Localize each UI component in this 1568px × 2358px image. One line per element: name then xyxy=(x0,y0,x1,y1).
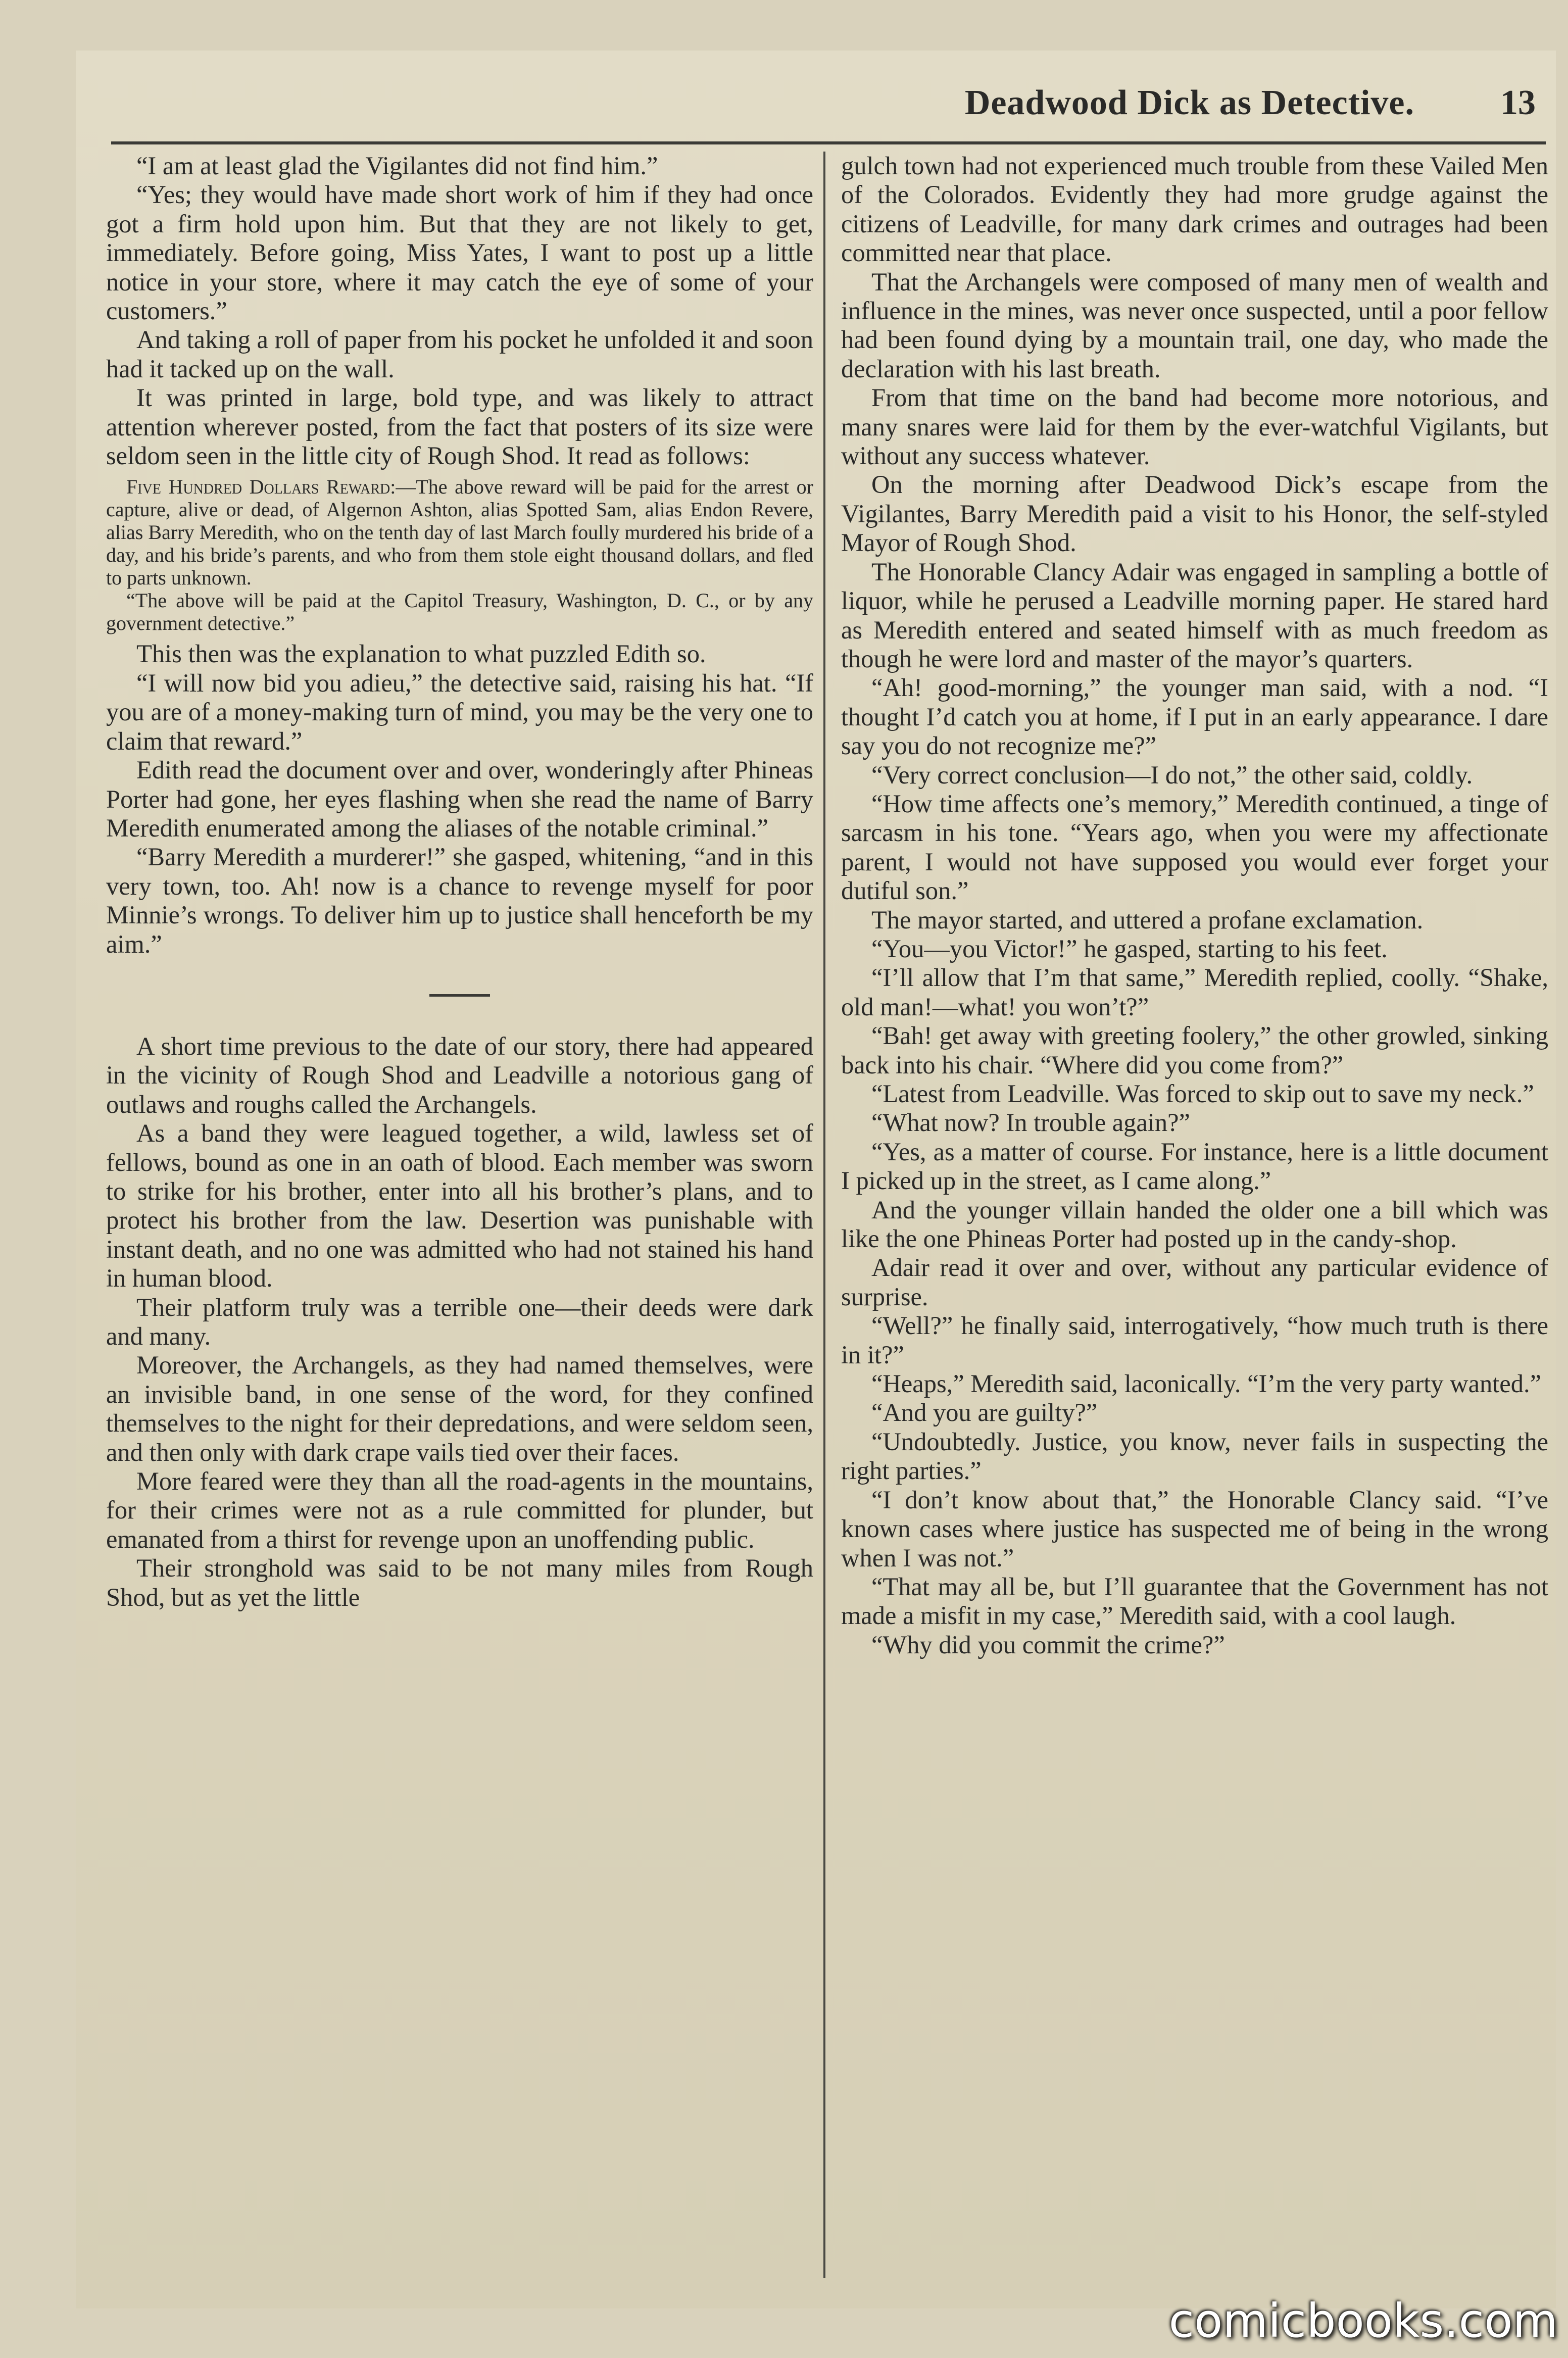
paragraph: “That may all be, but I’ll guarantee that the Government has not made a misfit in my case,” Meredith said, with a cool laugh. xyxy=(841,1572,1548,1630)
paragraph: Edith read the document over and over, wonderingly after Phineas Porter had gone, her eyes flashing when she read the name of Barry Meredith enumerated among the aliases of the notable criminal.” xyxy=(106,756,813,842)
site-watermark: comicbooks.com xyxy=(1168,2294,1558,2348)
paragraph: Moreover, the Archangels, as they had named themselves, were an invisible band, in one sense of the word, for they confined themselves to the night for their depredations, and were seldom seen, and then only with dark crape vails tied over their faces. xyxy=(106,1351,813,1466)
paragraph: “Undoubtedly. Justice, you know, never fails in suspecting the right parties.” xyxy=(841,1427,1548,1485)
paragraph: “I am at least glad the Vigilantes did not find him.” xyxy=(136,152,658,180)
paragraph: “You—you Victor!” he gasped, starting to his feet. xyxy=(871,934,1388,963)
paragraph: “Yes; they would have made short work of him if they had once got a firm hold upon him. But that they are not likely to get, immediately. Before going, Miss Yates, I want to post up a little notice in your store, where it may catch the eye of some of your customers.” xyxy=(106,180,813,325)
paragraph: “Very correct conclusion—I do not,” the other said, coldly. xyxy=(871,760,1473,789)
paragraph: “Yes, as a matter of course. For instance, here is a little document I picked up in the street, as I came along.” xyxy=(841,1137,1548,1195)
paragraph: It was printed in large, bold type, and was likely to attract attention wherever posted, from the fact that posters of its size were seldom seen in the little city of Rough Shod. It read as follows: xyxy=(106,383,813,470)
paragraph: “Bah! get away with greeting foolery,” the other growled, sinking back into his chair. “Where did you come from?” xyxy=(841,1021,1548,1079)
paragraph: Their stronghold was said to be not many miles from Rough Shod, but as yet the little xyxy=(106,1554,813,1611)
book-page xyxy=(76,51,1556,2308)
paragraph: And the younger villain handed the older one a bill which was like the one Phineas Porter had posted up in the candy-shop. xyxy=(841,1195,1548,1253)
paragraph: “Barry Meredith a murderer!” she gasped, whitening, “and in this very town, too. Ah! now is a chance to revenge myself for poor Minnie’s wrongs. To deliver him up to justice shall henceforth be my aim.” xyxy=(106,843,813,958)
paragraph: “I’ll allow that I’m that same,” Meredith replied, coolly. “Shake, old man!—what! you won’t?” xyxy=(841,963,1548,1021)
paragraph: The mayor started, and uttered a profane exclamation. xyxy=(871,905,1424,934)
paragraph: This then was the explanation to what puzzled Edith so. xyxy=(136,640,706,668)
paragraph: A short time previous to the date of our story, there had appeared in the vicinity of Rough Shod and Leadville a notorious gang of outlaws and roughs called the Archangels. xyxy=(106,1031,813,1118)
right-column xyxy=(841,152,1548,1659)
paragraph: “I will now bid you adieu,” the detective said, raising his hat. “If you are of a money-making turn of mind, you may be the very one to claim that reward.” xyxy=(106,668,813,755)
notice-body: —The above reward will be paid for the arrest or capture, alive or dead, of Algernon Ashton, alias Spotted Sam, alias Endon Revere, alias Barry Meredith, who on the tenth day of last March foully murdered his bride of a day, and his bride’s parents, and who from them stole eight thousand dollars, and fled to parts unknown. xyxy=(106,475,813,590)
paragraph: From that time on the band had become more notorious, and many snares were laid for them by the ever-watchful Vigilants, but without any success whatever. xyxy=(841,383,1548,470)
paragraph: On the morning after Deadwood Dick’s escape from the Vigilantes, Barry Meredith paid a visit to his Honor, the self-styled Mayor of Rough Shod. xyxy=(841,470,1548,557)
paragraph: And taking a roll of paper from his pocket he unfolded it and soon had it tacked up on the wall. xyxy=(106,325,813,383)
paragraph: gulch town had not experienced much trouble from these Vailed Men of the Colorados. Evidently they had more grudge against the citizens of Leadville, for many dark crimes and outrages had been committed near that place. xyxy=(841,152,1548,267)
paragraph: “Why did you commit the crime?” xyxy=(871,1630,1225,1659)
paragraph: “I don’t know about that,” the Honorable Clancy said. “I’ve known cases where justice has suspected me of being in the wrong when I was not.” xyxy=(841,1485,1548,1572)
paragraph: That the Archangels were composed of many men of wealth and influence in the mines, was never once suspected, until a poor fellow had been found dying by a mountain trail, one day, who made the declaration with his last breath. xyxy=(841,267,1548,383)
page-number: 13 xyxy=(1500,83,1536,122)
notice-paragraph xyxy=(106,475,813,589)
paragraph: The Honorable Clancy Adair was engaged in sampling a bottle of liquor, while he perused a Leadville morning paper. He stared hard as Meredith entered and seated himself with as much freedom as though he were lord and master of the mayor’s quarters. xyxy=(841,557,1548,673)
paragraph: Their platform truly was a terrible one—their deeds were dark and many. xyxy=(106,1293,813,1350)
paragraph: “Heaps,” Meredith said, laconically. “I’m the very party wanted.” xyxy=(871,1369,1541,1398)
running-header xyxy=(111,66,1546,144)
paragraph: “Latest from Leadville. Was forced to skip out to save my neck.” xyxy=(871,1079,1534,1108)
paragraph: “Ah! good-morning,” the younger man said, with a nod. “I thought I’d catch you at home, if I put in an early appearance. I dare say you do not recognize me?” xyxy=(841,673,1548,760)
paragraph: More feared were they than all the road-agents in the mountains, for their crimes were not as a rule committed for plunder, but emanated from a thirst for revenge upon an unoffending public. xyxy=(106,1467,813,1553)
paragraph: “Well?” he finally said, interrogatively, “how much truth is there in it?” xyxy=(841,1311,1548,1369)
running-title: Deadwood Dick as Detective. xyxy=(964,83,1414,122)
paragraph: As a band they were leagued together, a wild, lawless set of fellows, bound as one in an oath of blood. Each member was sworn to strike for his brother, enter into all his brother’s plans, and to protect his brother from the law. Desertion was punishable with instant death, and no one was admitted who had not stained his hand in human blood. xyxy=(106,1119,813,1293)
paragraph: “How time affects one’s memory,” Meredith continued, a tinge of sarcasm in his tone. “Years ago, when you were my affectionate parent, I would not have supposed you would ever forget your dutiful son.” xyxy=(841,789,1548,905)
notice-heading: Five Hundred Dollars Reward: xyxy=(126,475,396,499)
section-divider xyxy=(429,994,490,997)
left-column xyxy=(106,152,813,1612)
paragraph: “What now? In trouble again?” xyxy=(871,1108,1190,1137)
paragraph: “And you are guilty?” xyxy=(871,1398,1098,1427)
paragraph: Adair read it over and over, without any particular evidence of surprise. xyxy=(841,1253,1548,1311)
reward-notice xyxy=(106,475,813,634)
column-rule xyxy=(823,152,825,2278)
notice-paragraph: “The above will be paid at the Capitol Treasury, Washington, D. C., or by any government detective.” xyxy=(106,589,813,635)
